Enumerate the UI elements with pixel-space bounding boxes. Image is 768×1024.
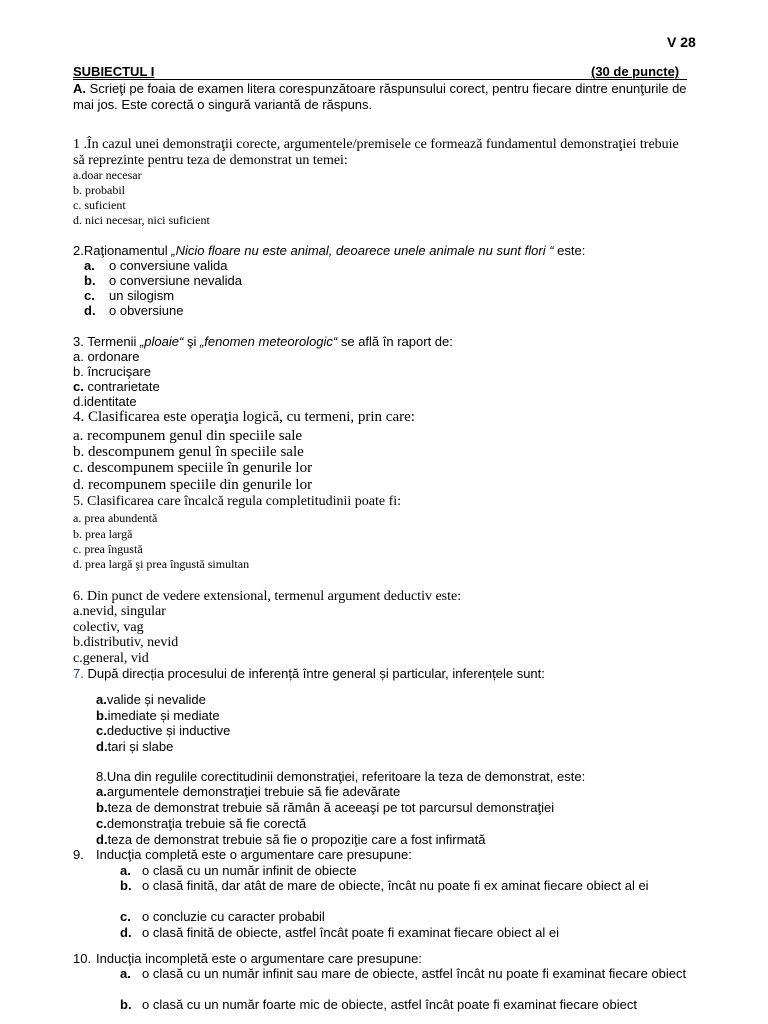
q2-option-c: c. un silogism <box>84 288 175 303</box>
subject-title: SUBIECTUL I <box>73 64 155 79</box>
q2-option-b: b. o conversiune nevalida <box>84 273 242 288</box>
instructions-text: Scrieţi pe foaia de examen litera corespunzătoare răspunsului corect, pentru fiecare dintre enunţurile de mai jos. Este corectă o singură variantă de răspuns. <box>73 81 687 112</box>
q8-stem: 8.Una din regulile corectitudinii demonstraţiei, referitoare la teza de demonstrat, este: <box>96 769 586 784</box>
q3-term2: „fenomen meteorologic“ <box>199 334 338 349</box>
q9-option-c: c. o concluzie cu caracter probabil <box>120 909 325 924</box>
q10-stem: Inducţia incompletă este o argumentare care presupune: <box>96 951 422 966</box>
q5-stem: 5. Clasificarea care încalcă regula completitudinii poate fi: <box>73 494 402 509</box>
instructions-letter: A. <box>73 81 86 96</box>
q7-number: 7. <box>73 666 84 681</box>
q2-stem-quote: „Nicio floare nu este animal, deoarece unele animale nu sunt flori “ <box>171 243 554 258</box>
q1-option-b: b. probabil <box>73 183 125 197</box>
q4-option-a: a. recompunem genul din speciile sale <box>73 428 303 444</box>
q4-stem: 4. Clasificarea este operaţia logică, cu termeni, prin care: <box>73 409 415 425</box>
q2-option-d: d. o obversiune <box>84 303 184 318</box>
q8-option-d: d.teza de demonstrat trebuie să fie o propoziţie care a fost infirmată <box>96 832 486 847</box>
version-label: V 28 <box>667 34 696 50</box>
q10-option-a: a. o clasă cu un număr infinit sau mare de obiecte, astfel încât nu poate fi examinat fiecare obiect <box>120 966 687 981</box>
q4-option-b: b. descompunem genul în speciile sale <box>73 444 304 460</box>
q3-option-d: d.identitate <box>73 394 137 409</box>
q6-option-c: c.general, vid <box>73 651 149 666</box>
q6-option-a: a.nevid, singular <box>73 604 166 619</box>
q7-option-c: c.deductive și inductive <box>96 723 231 738</box>
q9-number: 9. <box>73 847 84 862</box>
q5-option-d: d. prea largă şi prea îngustă simultan <box>73 557 250 571</box>
q7-option-d: d.tari și slabe <box>96 739 174 754</box>
q8-option-a: a.argumentele demonstraţiei trebuie să fie adevărate <box>96 784 401 799</box>
q4-option-d: d. recompunem speciile din genurile lor <box>73 477 313 493</box>
q6-option-a2: colectiv, vag <box>73 620 144 635</box>
subject-points: (30 de puncte) <box>591 64 680 79</box>
q3-option-b: b. încrucişare <box>73 364 152 379</box>
q3-term1: „ploaie“ <box>139 334 184 349</box>
q1-option-c: c. suficient <box>73 198 126 212</box>
q6-option-b: b.distributiv, nevid <box>73 635 179 650</box>
q9-option-d: d. o clasă finită de obiecte, astfel încât poate fi examinat fiecare obiect al ei <box>120 925 559 940</box>
q7-option-b: b.imediate și mediate <box>96 708 220 723</box>
q2-stem <box>73 243 585 258</box>
q3-option-a: a. ordonare <box>73 349 140 364</box>
q5-option-b: b. prea largă <box>73 527 133 541</box>
q7-stem: 7. După direcția procesului de inferență între general și particular, inferențele sunt: <box>73 666 545 681</box>
q3-stem: 3. Termenii „ploaie“ şi „fenomen meteorologic“ se află în raport de: <box>73 334 453 349</box>
q3-option-c: c. contrarietate <box>73 379 160 394</box>
q4-option-c: c. descompunem speciile în genurile lor <box>73 460 313 476</box>
q2-stem-prefix: 2.Raţionamentul <box>73 243 172 258</box>
q2-option-a: a. o conversiune valida <box>84 258 228 273</box>
q9-stem: Inducţia completă este o argumentare care presupune: <box>96 847 412 862</box>
q5-option-c: c. prea îngustă <box>73 542 143 556</box>
instructions <box>73 81 693 113</box>
q7-option-a: a.valide și nevalide <box>96 692 206 707</box>
q2-stem-suffix: este: <box>553 243 586 258</box>
q1-option-a: a.doar necesar <box>73 168 142 182</box>
q8-option-b: b.teza de demonstrat trebuie să rămân ă aceeaşi pe tot parcursul demonstraţiei <box>96 800 555 815</box>
q10-number: 10. <box>73 951 92 966</box>
q6-stem: 6. Din punct de vedere extensional, termenul argument deductiv este: <box>73 589 462 604</box>
q9-option-a: a. o clasă cu un număr infinit de obiecte <box>120 863 357 878</box>
q1-option-d: d. nici necesar, nici suficient <box>73 213 210 227</box>
q10-option-b: b. o clasă cu un număr foarte mic de obiecte, astfel încât poate fi examinat fiecare obiect <box>120 997 637 1012</box>
q8-option-c: c.demonstraţia trebuie să fie corectă <box>96 816 307 831</box>
q5-option-a: a. prea abundentă <box>73 511 158 525</box>
q1-stem: 1 .În cazul unei demonstraţii corecte, argumentele/premisele ce formează fundamentul demonstraţiei trebuie să reprezinte pentru teza de demonstrat un temei: <box>73 137 679 168</box>
q9-option-b: b. o clasă finită, dar atât de mare de obiecte, încât nu poate fi ex aminat fiecare obiect al ei <box>120 878 649 893</box>
